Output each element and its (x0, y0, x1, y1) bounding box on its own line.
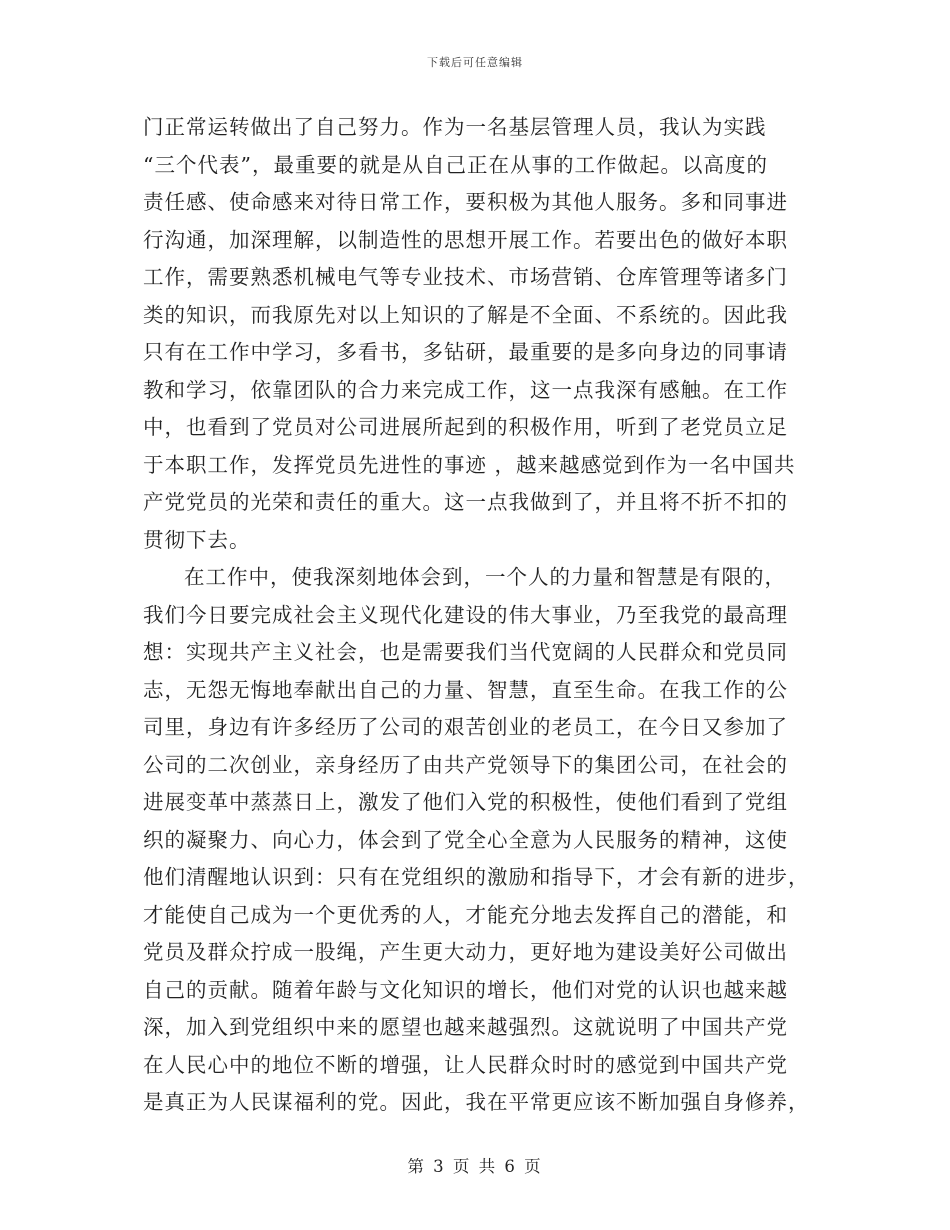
text-line: 只有在工作中学习，多看书，多钻研，最重要的是多向身边的同事请 (143, 340, 788, 364)
text-line: 责任感、使命感来对待日常工作，要积极为其他人服务。多和同事进 (143, 190, 788, 214)
text-line: 在工作中，使我深刻地体会到，一个人的力量和智慧是有限的， (184, 565, 786, 589)
text-line: 公司的二次创业，亲身经历了由共产党领导下的集团公司，在社会的 (143, 752, 788, 777)
text-line: 深，加入到党组织中来的愿望也越来越强烈。这就说明了中国共产党 (143, 1015, 788, 1039)
text-line: 行沟通，加深理解，以制造性的思想开展工作。若要出色的做好本职 (143, 227, 788, 252)
text-line: 产党党员的光荣和责任的重大。这一点我做到了，并且将不折不扣的 (143, 490, 788, 514)
text-line: 门正常运转做出了自己努力。作为一名基层管理人员，我认为实践 (143, 115, 767, 139)
text-line: 中，也看到了党员对公司进展所起到的积极作用，听到了老党员立足 (143, 415, 788, 439)
text-line: 在人民心中的地位不断的增强，让人民群众时时的感觉到中国共产党 (143, 1052, 788, 1077)
text-line: 司里，身边有许多经历了公司的艰苦创业的老员工，在今日又参加了 (143, 715, 788, 739)
text-line: 织的凝聚力、向心力，体会到了党全心全意为人民服务的精神，这使 (143, 827, 788, 852)
text-line: 他们清醒地认识到：只有在党组织的激励和指导下，才会有新的进步， (143, 865, 810, 889)
text-line: 是真正为人民谋福利的党。因此，我在平常更应该不断加强自身修养， (143, 1090, 810, 1114)
text-line: “三个代表”，最重要的就是从自己正在从事的工作做起。以高度的 (143, 152, 768, 177)
text-line: 我们今日要完成社会主义现代化建设的伟大事业，乃至我党的最高理 (143, 602, 788, 627)
page-number: 第 3 页 共 6 页 (407, 1157, 543, 1176)
text-line: 党员及群众拧成一股绳，产生更大动力，更好地为建设美好公司做出 (143, 940, 788, 964)
text-line: 志，无怨无悔地奉献出自己的力量、智慧，直至生命。在我工作的公 (143, 677, 788, 702)
text-line: 贯彻下去。 (143, 527, 251, 552)
header-note: 下载后可任意编辑 (427, 56, 523, 69)
text-line: 教和学习，依靠团队的合力来完成工作，这一点我深有感触。在工作 (143, 377, 788, 402)
text-line: 才能使自己成为一个更优秀的人，才能充分地去发挥自己的潜能，和 (143, 902, 788, 927)
text-line: 自己的贡献。随着年龄与文化知识的增长，他们对党的认识也越来越 (143, 977, 788, 1002)
document-body (143, 109, 811, 1122)
text-line: 进展变革中蒸蒸日上，激发了他们入党的积极性，使他们看到了党组 (143, 790, 788, 814)
text-line: 工作，需要熟悉机械电气等专业技术、市场营销、仓库管理等诸多门 (143, 265, 788, 289)
text-line: 于本职工作，发挥党员先进性的事迹 ，越来越感觉到作为一名中国共 (143, 452, 796, 477)
text-line: 类的知识，而我原先对以上知识的了解是不全面、不系统的。因此我 (143, 302, 788, 327)
text-line: 想：实现共产主义社会，也是需要我们当代宽阔的人民群众和党员同 (143, 640, 788, 664)
